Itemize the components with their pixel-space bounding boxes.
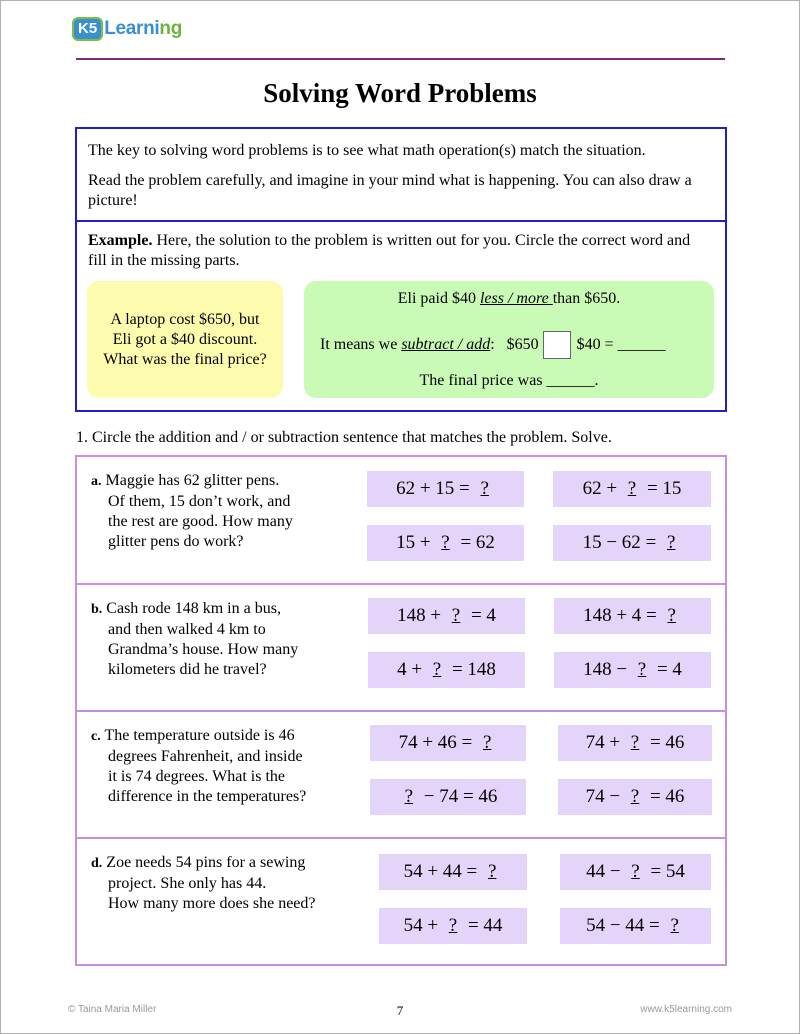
header-rule <box>76 58 725 60</box>
option-box[interactable]: 62 + 15 = ? <box>367 471 524 507</box>
box-divider <box>77 220 725 222</box>
option-box[interactable]: 148 − ? = 4 <box>554 652 711 688</box>
option-box[interactable]: 15 + ? = 62 <box>367 525 524 561</box>
example-solution-card <box>304 281 714 398</box>
logo-learning: Learning <box>104 18 183 39</box>
example-text: Example. Here, the solution to the problem is written out for you. Circle the correct word and fill in the missing parts. <box>88 232 691 269</box>
option-box[interactable]: 148 + ? = 4 <box>368 598 525 634</box>
page-title: Solving Word Problems <box>263 78 537 108</box>
instruction-box <box>75 127 727 412</box>
option-box[interactable]: 74 + ? = 46 <box>558 725 712 761</box>
option-box[interactable]: 148 + 4 = ? <box>554 598 711 634</box>
option-box[interactable]: 74 − ? = 46 <box>558 779 712 815</box>
footer-page-number: 7 <box>396 1003 404 1018</box>
option-box[interactable]: 54 + ? = 44 <box>379 908 527 944</box>
option-box[interactable]: 44 − ? = 54 <box>560 854 711 890</box>
option-box[interactable]: 54 − 44 = ? <box>560 908 711 944</box>
solution-line-1: Eli paid $40 less / more than $650. <box>397 290 621 307</box>
option-box[interactable]: ? − 74 = 46 <box>370 779 526 815</box>
question-1-instructions: 1. Circle the addition and / or subtraction sentence that matches the problem. Solve. <box>76 429 612 446</box>
solution-line-3: The final price was ______. <box>419 372 599 389</box>
intro-text <box>88 141 708 221</box>
problem-text: c. The temperature outside is 46 degrees Fahrenheit, and inside it is 74 degrees. What is the difference in the temperatures? <box>91 727 307 805</box>
logo-k5: K5 <box>72 17 103 41</box>
option-box[interactable]: 15 − 62 = ? <box>553 525 711 561</box>
option-box[interactable]: 54 + 44 = ? <box>379 854 527 890</box>
solution-line-2: It means we subtract / add : $650 $40 = ______ <box>320 331 666 359</box>
option-box[interactable]: 62 + ? = 15 <box>553 471 711 507</box>
problems-box <box>75 455 727 966</box>
problem-text: d. Zoe needs 54 pins for a sewing project. She only has 44. How many more does she need? <box>91 854 316 912</box>
problem-c <box>77 710 725 838</box>
footer-copyright: © Taina Maria Miller <box>68 1004 157 1015</box>
footer-site-link[interactable]: www.k5learning.com <box>640 1004 732 1015</box>
option-box[interactable]: 74 + 46 = ? <box>370 725 526 761</box>
problem-text: b. Cash rode 148 km in a bus, and then walked 4 km to Grandma’s house. How many kilometers did he travel? <box>91 600 299 678</box>
k5-learning-logo[interactable] <box>72 16 182 42</box>
problem-b <box>77 583 725 711</box>
intro-paragraph-1: The key to solving word problems is to see what math operation(s) match the situation. <box>88 142 646 159</box>
operator-answer-box[interactable] <box>543 331 571 359</box>
problem-a <box>77 457 725 583</box>
intro-paragraph-2: Read the problem carefully, and imagine in your mind what is happening. You can also draw a picture! <box>88 172 692 209</box>
example-problem-card: A laptop cost $650, but Eli got a $40 discount. What was the final price? <box>87 281 283 398</box>
problem-d <box>77 837 725 964</box>
problem-text: a. Maggie has 62 glitter pens. Of them, 15 don’t work, and the rest are good. How many glitter pens do work? <box>91 472 293 550</box>
option-box[interactable]: 4 + ? = 148 <box>368 652 525 688</box>
